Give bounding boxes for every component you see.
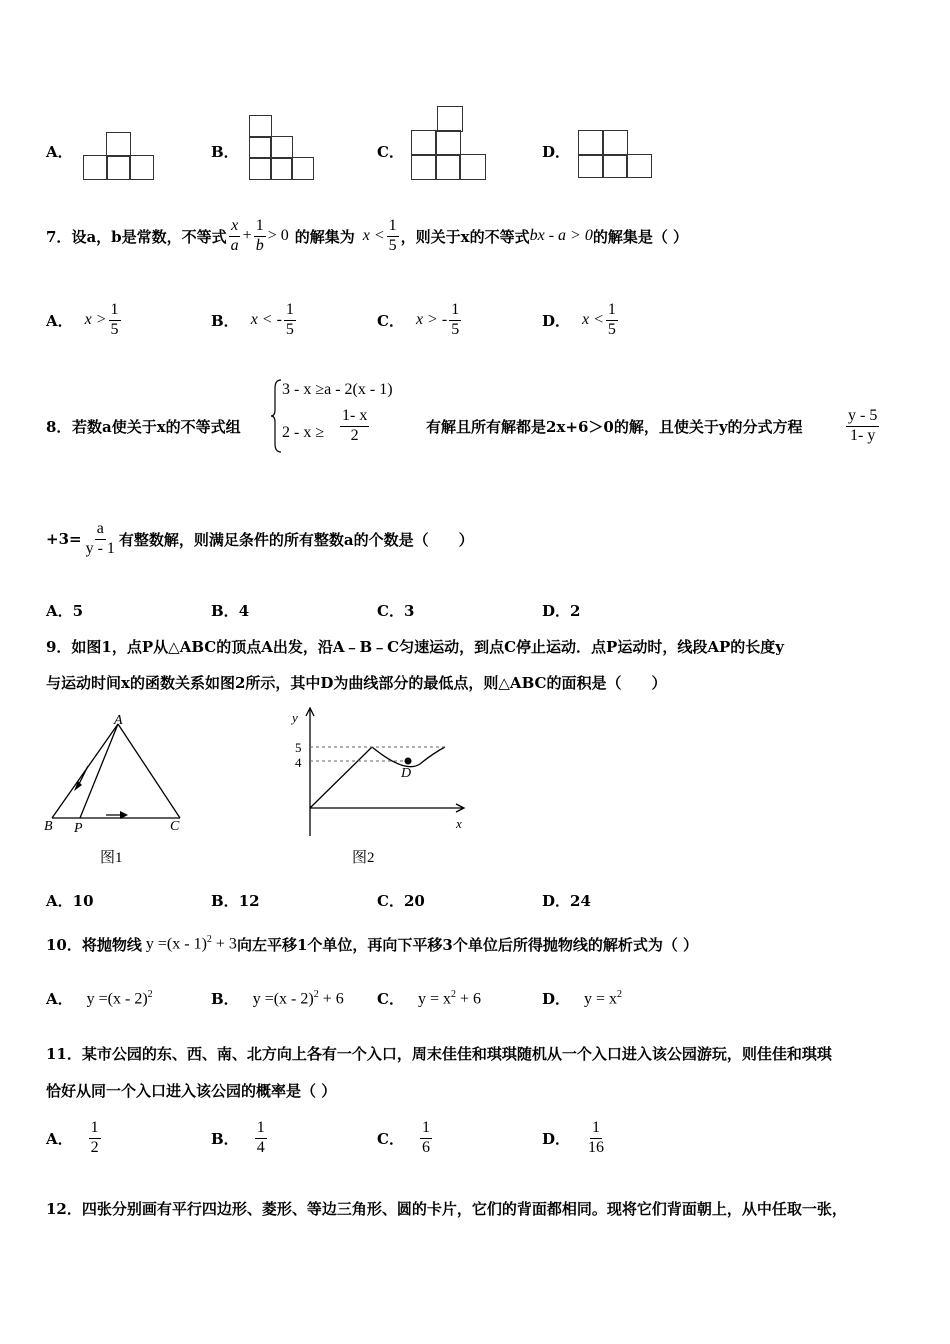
q7-option-c[interactable]: C． x > - $\frac{1}{5}$ [377, 300, 460, 338]
q8-option-d[interactable]: D．2 [542, 602, 581, 620]
q10-number: 10． [46, 935, 82, 954]
q9-option-a[interactable]: A．10 [46, 892, 94, 910]
q10-expr: y =(x - 1)$^2$ + 3 [145, 934, 237, 953]
q11-stem-line-1: 11．某市公园的东、西、南、北方向上各有一个入口，周末佳佳和琪琪随机从一个入口进入该公园游玩，则佳佳和琪琪 [46, 1045, 832, 1063]
q7-text-1: 设a，b是常数，不等式 [71, 227, 227, 246]
q10-text-1: 将抛物线 [81, 935, 142, 954]
q9-fig1-label-c: C [170, 819, 180, 834]
q9-option-d[interactable]: D．24 [542, 892, 591, 910]
q7-target: bx - a > 0 [529, 227, 593, 244]
q8-system-line-2-left: 2 - x ≥ [282, 424, 325, 441]
q9-fig2-label-d: D [401, 766, 412, 781]
q7-text-3: ，则关于x的不等式 [400, 227, 530, 246]
q7-option-b[interactable]: B． x < - $\frac{1}{5}$ [211, 300, 294, 338]
q8-stem-line-2 [46, 516, 474, 562]
q9-fig2-caption: 图2 [352, 850, 375, 866]
q8-brace [270, 378, 282, 454]
q7-option-a[interactable]: A． x > $\frac{1}{5}$ [46, 300, 119, 338]
q10-option-b[interactable]: B． y =(x - 2)$^2$ + 6 [211, 988, 344, 1008]
q12-stem-line-1: 12．四张分别画有平行四边形、菱形、等边三角形、圆的卡片，它们的背面都相同。现将它们背面朝上，从中任取一张， [46, 1200, 847, 1218]
q9-figure-2 [280, 704, 480, 874]
q6-option-d-label: D． [542, 143, 571, 161]
q8-option-a[interactable]: A．5 [46, 602, 84, 620]
q9-fig2-tick-5: 5 [295, 740, 302, 755]
q7-option-d[interactable]: D． x < $\frac{1}{5}$ [542, 300, 616, 338]
q9-fig2-axis-x: x [456, 816, 462, 831]
q8-number: 8． [46, 418, 72, 436]
q8-system-line-2-frac: $\frac{1- x}{2}$ [342, 407, 368, 444]
q6-option-a-label: A． [46, 143, 73, 161]
q9-option-c[interactable]: C．20 [377, 892, 425, 910]
q10-stem [46, 928, 698, 960]
q9-fig2-axis-y: y [292, 710, 298, 725]
q10-option-a[interactable]: A． y =(x - 2)$^2$ [46, 988, 153, 1008]
q10-option-c[interactable]: C． $y = x^2 + 6$ [377, 988, 482, 1008]
q10-option-d[interactable]: D． $y = x^2$ [542, 988, 623, 1008]
q8-equation-frac-2: $\frac{a}{y - 1}$ [85, 519, 115, 557]
q9-fig1-label-a: A [114, 713, 123, 728]
q8-option-b[interactable]: B．4 [211, 602, 250, 620]
q8-option-c[interactable]: C．3 [377, 602, 415, 620]
q8-text-3: 有整数解，则满足条件的所有整数a的个数是（ ） [118, 530, 474, 549]
q8-text-3-prefix: +3= [46, 530, 82, 548]
q8-text-2: 有解且所有解都是2x+6＞0的解，且使关于y的分式方程 [426, 418, 803, 436]
q7-number: 7． [46, 227, 72, 246]
q9-fig2-tick-4: 4 [295, 755, 302, 770]
q7-text-4: 的解集是（ ） [592, 227, 689, 246]
q8-equation-frac-1: $\frac{y - 5}{1- y}$ [848, 407, 878, 444]
q7-text-2: 的解集为 [294, 227, 355, 246]
q10-text-2: 向左平移1个单位，再向下平移3个单位后所得抛物线的解析式为（ ） [236, 935, 699, 954]
q11-option-b[interactable]: B． $\frac{1}{4}$ [211, 1118, 265, 1156]
q7-ineq-rhs: > 0 [267, 227, 289, 244]
q8-text-1: 若数a使关于x的不等式组 [72, 418, 241, 436]
q11-option-c[interactable]: C． $\frac{1}{6}$ [377, 1118, 430, 1156]
q7-sol-var: x < [362, 227, 385, 244]
q9-fig1-label-b: B [44, 819, 53, 834]
q8-system-line-1: 3 - x ≥a - 2(x - 1) [282, 381, 393, 398]
q9-figure-1 [40, 712, 200, 872]
q7-sol-frac: $\frac{1}{5}$ [388, 216, 397, 254]
q7-ineq-frac-1: $\frac{x}{a}$ [230, 216, 239, 254]
q7-ineq-frac-2: $\frac{1}{b}$ [255, 216, 264, 254]
q11-option-a[interactable]: A． $\frac{1}{2}$ [46, 1118, 99, 1156]
q9-stem-line-1: 9．如图1，点P从△ABC的顶点A出发，沿A﹣B﹣C匀速运动，到点C停止运动．点P运动时，线段AP的长度y [46, 638, 784, 656]
q6-option-b-label: B． [211, 143, 239, 161]
q6-option-c-label: C． [377, 143, 404, 161]
q11-option-d[interactable]: D． $\frac{1}{16}$ [542, 1118, 605, 1156]
q9-stem-line-2: 与运动时间x的函数关系如图2所示，其中D为曲线部分的最低点，则△ABC的面积是（ ） [46, 674, 667, 692]
q11-stem-line-2: 恰好从同一个入口进入该公园的概率是（ ） [46, 1082, 337, 1100]
q9-fig1-caption: 图1 [100, 850, 123, 866]
q7-stem: 7． 设a，b是常数，不等式 $\frac{x}{a}$ + $\frac{1}{b}$ > 0 的解集为 x < $\frac{1}{5}$ ，则关于x的不等式 bx - a > 0 的解集是（ ） [46, 216, 689, 254]
q9-fig1-label-p: P [74, 821, 83, 836]
q9-option-b[interactable]: B．12 [211, 892, 260, 910]
